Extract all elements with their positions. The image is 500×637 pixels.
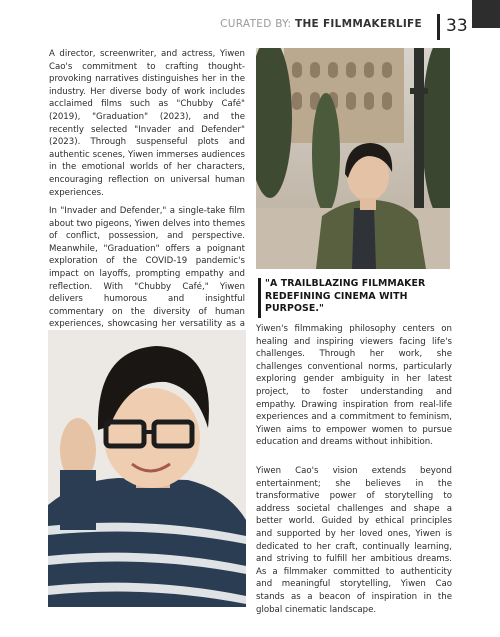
photo-rome-illustration [256,48,450,269]
photo-studio-portrait [48,330,246,607]
pull-quote: "A TRAILBLAZING FILMMAKER REDEFINING CINEMA WITH PURPOSE." [265,278,426,315]
header-divider [437,14,440,40]
publisher-name: THE FILMMAKERLIFE [294,18,422,30]
curated-by-label [220,18,422,30]
page-header [0,14,500,40]
curated-by-prefix: CURATED BY: [220,18,292,30]
paragraph-intro: A director, screenwriter, and actress, Yiwen Cao's commitment to crafting thought-provoking narratives distinguishes her in the industry. Her diverse body of work includes acclaimed films such as "Chubby Café" (2019), "Graduation" (2023), and the recently selected "Invader and Defender" (2023). Through suspenseful plots and authentic scenes, Yiwen immerses audiences in the emotional worlds of her characters, encouraging reflection on universal human experiences. [49,49,245,198]
quote-accent-bar [258,278,261,318]
paragraph-films: In "Invader and Defender," a single-take film about two pigeons, Yiwen delves into themes of conflict, possession, and perspective. Meanwhile, "Graduation" offers a poignant exploration of the COVID-19 pandemic's impact on layoffs, prompting empathy and reflection. With "Chubby Café," Yiwen delivers humorous and insightful commentary on the diversity of human experiences, showcasing her versatility as a [49,206,245,330]
paragraph-vision: Yiwen Cao's vision extends beyond entertainment; she believes in the transformative power of storytelling to address societal challenges and shape a better world. Guided by ethical principles and supported by her loved ones, Yiwen is dedicated to her craft, continually learning, and striving to fulfill her ambitious dreams. As a filmmaker committed to authenticity and meaningful storytelling, Yiwen Cao stands as a beacon of inspiration in the global cinematic landscape. [256,466,452,615]
corner-tab [472,0,500,28]
page-number: 33 [446,16,468,36]
photo-portrait-illustration [48,330,246,607]
photo-rome-portrait [256,48,450,269]
paragraph-philosophy: Yiwen's filmmaking philosophy centers on healing and inspiring viewers facing life's challenges. Through her work, she challenges conventional norms, particularly exploring gender ambiguity in her latest project, to foster understanding and empathy. Drawing inspiration from real-life experiences and a commitment to feminism, Yiwen aims to empower women to pursue education and dreams without inhibition. [256,324,452,448]
